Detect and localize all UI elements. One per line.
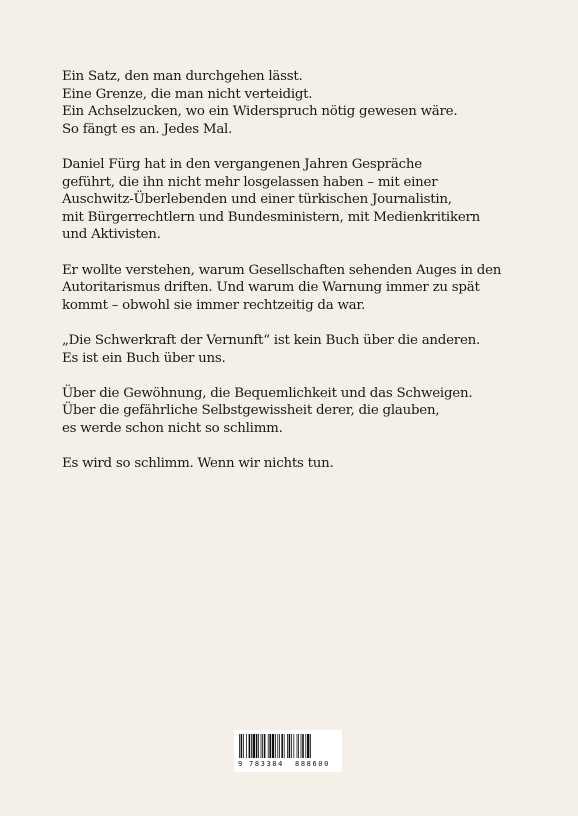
barcode-bar	[291, 734, 292, 758]
barcode-bar	[305, 734, 306, 758]
blurb-line: geführt, die ihn nicht mehr losgelassen haben – mit einer	[62, 174, 438, 190]
blurb-line: „Die Schwerkraft der Vernunft“ ist kein Buch über die anderen.	[62, 332, 481, 348]
barcode-bar	[253, 734, 255, 758]
barcode-bar	[301, 734, 302, 758]
blurb-line: Daniel Fürg hat in den vergangenen Jahren Gespräche	[62, 156, 422, 172]
barcode-bar	[284, 734, 285, 758]
barcode-bar	[261, 734, 262, 758]
barcode-bar	[251, 734, 252, 758]
barcode-bar	[249, 734, 251, 758]
blurb-line: Über die gefährliche Selbstgewissheit derer, die glauben,	[62, 403, 440, 419]
barcode-bars-graphic	[238, 734, 338, 758]
blurb-paragraph-2	[62, 156, 532, 244]
blurb-line: Eine Grenze, die man nicht verteidigt.	[62, 86, 313, 102]
blurb-line: es werde schon nicht so schlimm.	[62, 420, 283, 436]
barcode-first-digit: 9	[238, 760, 243, 768]
barcode-bar	[297, 734, 298, 758]
blurb-line: Es wird so schlimm. Wenn wir nichts tun.	[62, 456, 334, 472]
barcode-bar	[275, 734, 276, 758]
blurb-line: kommt – obwohl sie immer rechtzeitig da war.	[62, 297, 366, 313]
blurb-paragraph-6	[62, 455, 532, 473]
barcode-bar	[264, 734, 266, 758]
blurb-line: Ein Achselzucken, wo ein Widerspruch nötig gewesen wäre.	[62, 104, 458, 120]
blurb-text	[62, 68, 532, 490]
blurb-line: und Aktivisten.	[62, 227, 161, 243]
barcode-bar	[289, 734, 291, 758]
blurb-paragraph-1	[62, 68, 532, 138]
barcode-bar	[269, 734, 271, 758]
barcode-bar	[281, 734, 283, 758]
barcode-bar	[258, 734, 259, 758]
barcode-bar	[302, 734, 304, 758]
barcode-bar	[256, 734, 258, 758]
blurb-paragraph-5	[62, 385, 532, 438]
barcode-bar	[293, 734, 294, 758]
isbn-barcode	[234, 730, 342, 772]
barcode-bar	[268, 734, 269, 758]
blurb-line: Es ist ein Buch über uns.	[62, 350, 226, 366]
barcode-bar	[310, 734, 311, 758]
blurb-line: Er wollte verstehen, warum Gesellschaften sehenden Auges in den	[62, 262, 502, 278]
barcode-bar	[239, 734, 240, 758]
blurb-line: mit Bürgerrechtlern und Bundesministern, mit Medienkritikern	[62, 209, 481, 225]
barcode-bar	[246, 734, 247, 758]
barcode-bar	[272, 734, 274, 758]
blurb-paragraph-4	[62, 332, 532, 367]
barcode-bar	[277, 734, 278, 758]
blurb-line: Über die Gewöhnung, die Bequemlichkeit und das Schweigen.	[62, 385, 473, 401]
barcode-bar	[307, 734, 309, 758]
barcode-bar	[243, 734, 244, 758]
barcode-bar	[279, 734, 280, 758]
blurb-line: Auschwitz-Überlebenden und einer türkischen Journalistin,	[62, 192, 452, 208]
barcode-bar	[298, 734, 299, 758]
barcode-left-group: 783384	[249, 760, 284, 768]
blurb-line: So fängt es an. Jedes Mal.	[62, 121, 233, 137]
barcode-bar	[241, 734, 243, 758]
barcode-bar	[287, 734, 288, 758]
blurb-line: Ein Satz, den man durchgehen lässt.	[62, 69, 303, 84]
barcode-number	[237, 759, 341, 769]
blurb-paragraph-3	[62, 262, 532, 315]
blurb-line: Autoritarismus driften. Und warum die Warnung immer zu spät	[62, 280, 480, 296]
barcode-right-group: 888600	[295, 760, 330, 768]
barcode-bar	[262, 734, 263, 758]
